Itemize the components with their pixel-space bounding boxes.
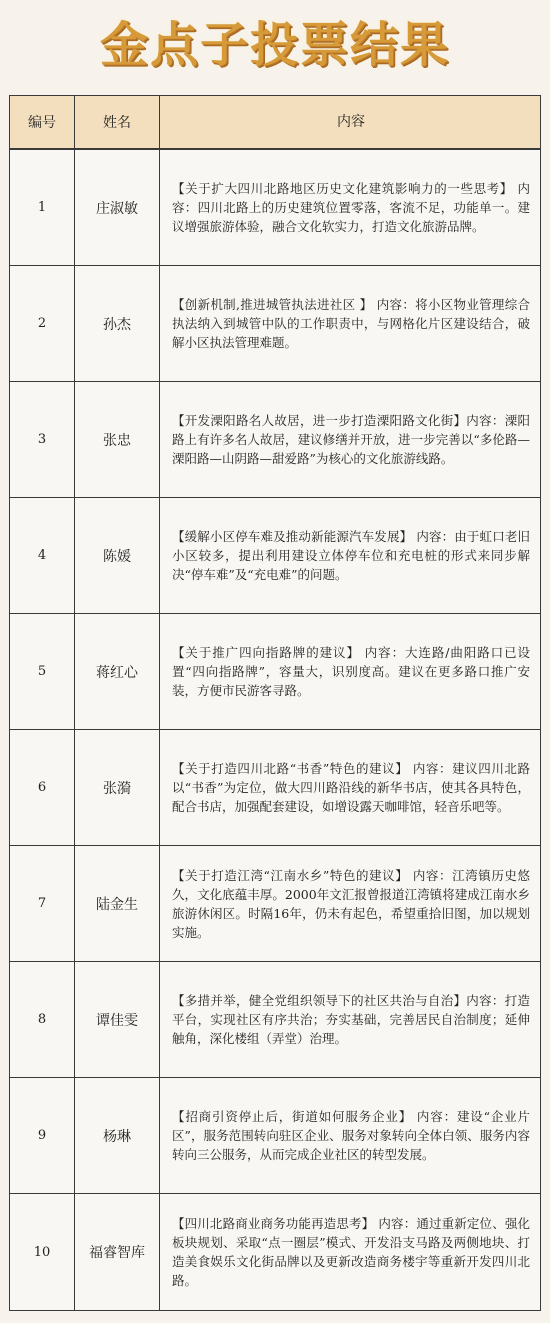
row-content: 【创新机制,推进城管执法进社区 】 内容：将小区物业管理综合执法纳入到城管中队的工作职责中，与网格化片区建设结合，破解小区执法管理难题。: [159, 266, 540, 381]
row-number: 6: [37, 780, 47, 795]
row-content: 【招商引资停止后，街道如何服务企业】 内容：建设“企业片区”，服务范围转向驻区企业、服务对象转向全体白领、服务内容转向三公服务，从而完成企业社区的转型发展。: [159, 1078, 540, 1193]
table-header-row: [10, 96, 540, 149]
row-number: 7: [37, 896, 47, 911]
table-row: [10, 845, 540, 961]
table-row: [10, 613, 540, 729]
row-name: 谭佳雯: [74, 962, 159, 1077]
row-content: 【关于打造江湾“江南水乡”特色的建议】 内容：江湾镇历史悠久，文化底蕴丰厚。2000年文汇报曾报道江湾镇将建成江南水乡旅游休闲区。时隔16年，仍未有起色，希望重拾旧图，加以规划实施。: [159, 846, 540, 961]
row-name: 孙杰: [74, 266, 159, 381]
row-number: 5: [37, 664, 47, 679]
table-row: [10, 497, 540, 613]
row-name: 张漪: [74, 730, 159, 845]
row-number: 10: [33, 1244, 51, 1260]
header-content: 内容: [159, 96, 540, 148]
table-row: [10, 149, 540, 265]
row-name: 福睿智库: [74, 1194, 159, 1310]
row-name: 陆金生: [74, 846, 159, 961]
header-name: 姓名: [74, 96, 159, 148]
header-number: 编号: [28, 115, 56, 131]
row-number: 2: [37, 316, 47, 331]
table-row: [10, 381, 540, 497]
row-number: 1: [37, 200, 47, 215]
table-row: [10, 1077, 540, 1193]
row-number: 4: [37, 548, 47, 563]
row-content: 【关于打造四川北路“书香”特色的建议】 内容：建议四川北路以“书香”为定位，做大四川路沿线的新华书店，使其各具特色，配合书店，加强配套建设，如增设露天咖啡馆，轻音乐吧等。: [159, 730, 540, 845]
vote-results-table: [9, 95, 541, 1311]
table-row: [10, 1193, 540, 1310]
row-content: 【关于推广四向指路牌的建议】 内容：大连路/曲阳路口已设置“四向指路牌”，容量大，识别度高。建议在更多路口推广安装，方便市民游客寻路。: [159, 614, 540, 729]
row-number: 9: [37, 1128, 47, 1143]
row-content: 【缓解小区停车难及推动新能源汽车发展】 内容：由于虹口老旧小区较多，提出利用建设立体停车位和充电桩的形式来同步解决“停车难”及“充电难”的问题。: [159, 498, 540, 613]
row-name: 陈媛: [74, 498, 159, 613]
row-name: 张忠: [74, 382, 159, 497]
row-content: 【关于扩大四川北路地区历史文化建筑影响力的一些思考】 内容：四川北路上的历史建筑位置零落，客流不足，功能单一。建议增强旅游体验，融合文化软实力，打造文化旅游品牌。: [159, 150, 540, 265]
row-name: 庄淑敏: [74, 150, 159, 265]
row-number: 3: [37, 432, 47, 447]
row-content: 【开发溧阳路名人故居，进一步打造溧阳路文化街】内容：溧阳路上有许多名人故居，建议修缮并开放，进一步完善以“多伦路—溧阳路—山阴路—甜爱路”为核心的文化旅游线路。: [159, 382, 540, 497]
table-row: [10, 961, 540, 1077]
row-name: 杨琳: [74, 1078, 159, 1193]
row-content: 【多措并举，健全党组织领导下的社区共治与自治】内容：打造平台，实现社区有序共治；夯实基础，完善居民自治制度；延伸触角，深化楼组（弄堂）治理。: [159, 962, 540, 1077]
row-number: 8: [37, 1012, 47, 1027]
page-title: 金点子投票结果: [99, 17, 450, 73]
table-row: [10, 265, 540, 381]
row-content: 【四川北路商业商务功能再造思考】 内容：通过重新定位、强化板块规划、采取“点一圈层”模式、开发沿支马路及两侧地块、打造美食娱乐文化街品牌以及更新改造商务楼宇等重新开发四川北路。: [159, 1194, 540, 1310]
row-name: 蒋红心: [74, 614, 159, 729]
table-row: [10, 729, 540, 845]
